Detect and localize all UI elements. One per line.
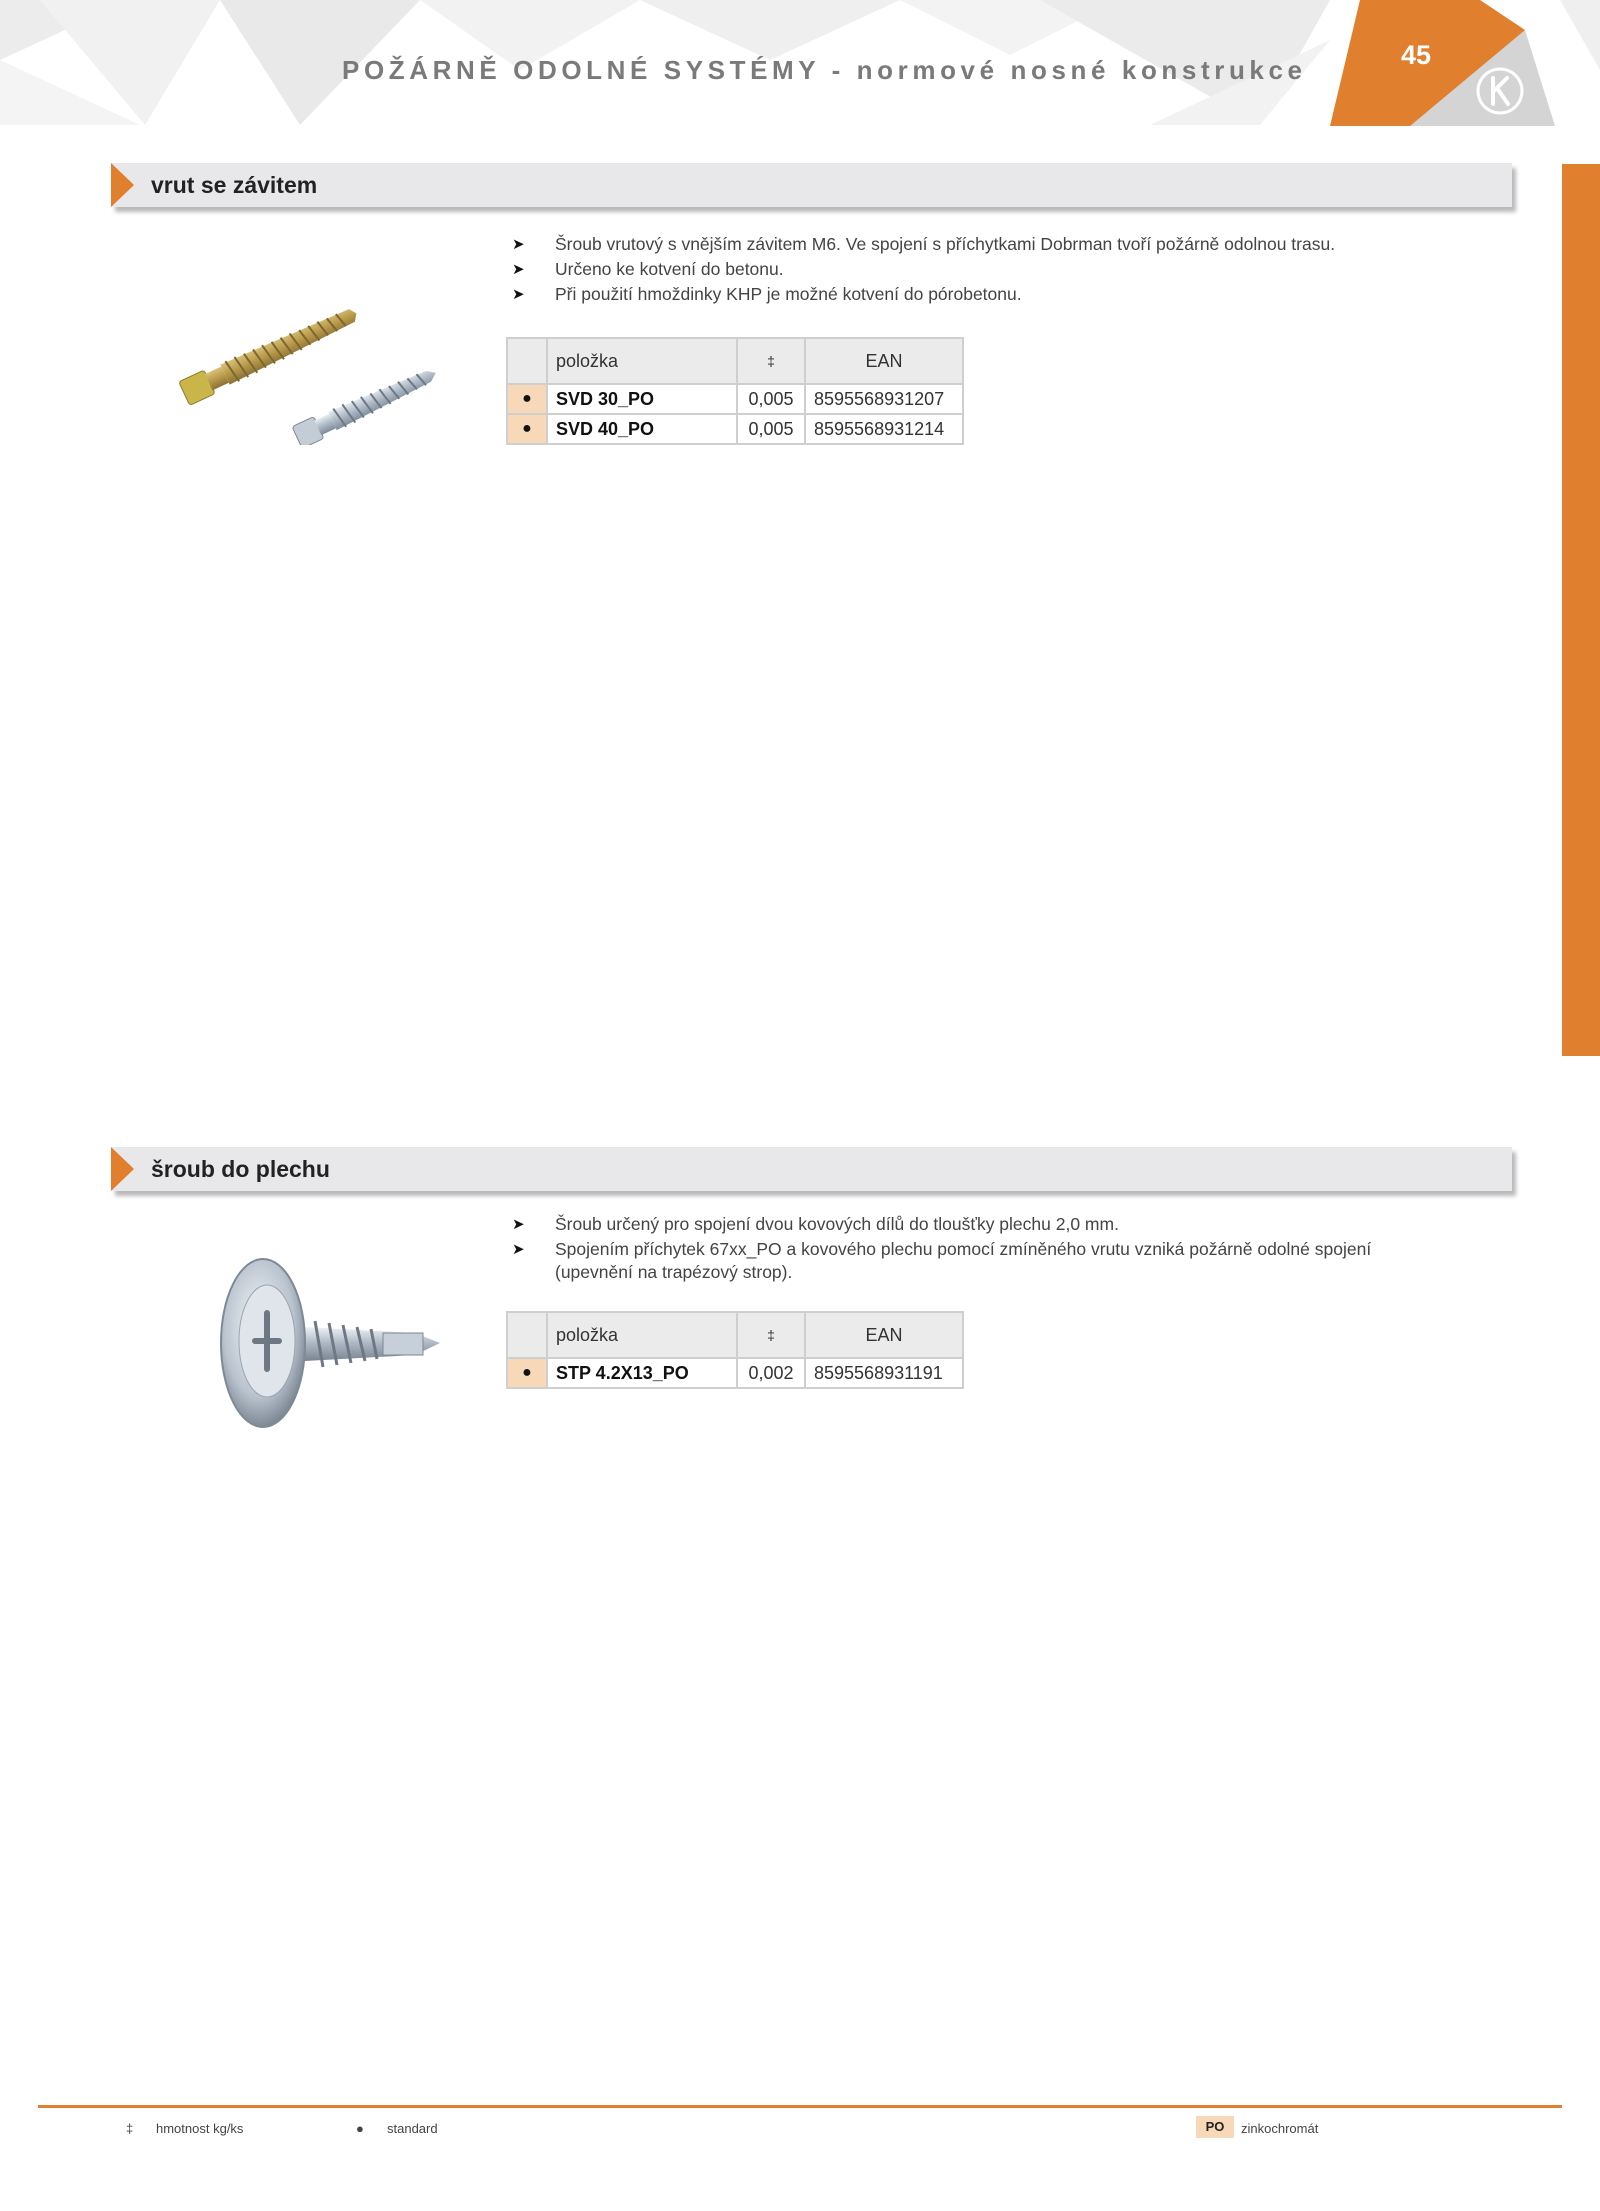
section-banner-sroub — [111, 1147, 1512, 1191]
banner-arrow-icon — [111, 163, 134, 207]
po-badge: PO — [1196, 2116, 1234, 2138]
bullet-list-sroub — [512, 1213, 1442, 1286]
item-ean: 8595568931191 — [805, 1358, 963, 1388]
item-weight: 0,005 — [737, 414, 805, 444]
standard-dot-icon: ● — [507, 414, 547, 444]
col-header-item: položka — [547, 1312, 737, 1358]
arrow-bullet-icon: ➤ — [512, 261, 525, 278]
footer-weight-label: hmotnost kg/ks — [156, 2121, 244, 2136]
section-title: vrut se závitem — [151, 172, 318, 198]
section-title: šroub do plechu — [151, 1156, 330, 1182]
item-ean: 8595568931214 — [805, 414, 963, 444]
item-weight: 0,002 — [737, 1358, 805, 1388]
sheet-metal-screw-image — [215, 1255, 450, 1435]
col-header-ean: EAN — [805, 1312, 963, 1358]
footer-po-label: zinkochromát — [1241, 2121, 1319, 2136]
item-code: STP 4.2X13_PO — [547, 1358, 737, 1388]
table-header-row — [507, 338, 963, 384]
standard-dot-icon: ● — [356, 2121, 364, 2136]
col-header-weight: ‡ — [737, 338, 805, 384]
k-circle-logo-icon — [1474, 65, 1526, 117]
arrow-bullet-icon: ➤ — [512, 286, 525, 303]
header-title: POŽÁRNĚ ODOLNÉ SYSTÉMY - normové nosné konstrukce — [342, 55, 1307, 85]
bullet-list-vrut — [512, 233, 1442, 308]
side-accent-bar — [1562, 164, 1600, 1056]
list-item: ➤ Šroub vrutový s vnějším závitem M6. Ve spojení s příchytkami Dobrman tvoří požárně odolnou trasu. — [512, 234, 1336, 254]
col-header-dot — [507, 1312, 547, 1358]
list-item: ➤ Při použití hmoždinky KHP je možné kotvení do pórobetonu. — [512, 284, 1022, 304]
list-item: ➤ Spojením příchytek 67xx_PO a kovového plechu pomocí zmíněného vrutu vzniká požárně odolné spojení (upevnění na trapézový strop). — [512, 1239, 1372, 1282]
product-table-vrut — [506, 337, 964, 445]
product-table-sroub — [506, 1311, 964, 1389]
item-code: SVD 40_PO — [547, 414, 737, 444]
list-item: ➤ Určeno ke kotvení do betonu. — [512, 259, 784, 279]
item-ean: 8595568931207 — [805, 384, 963, 414]
arrow-bullet-icon: ➤ — [512, 236, 525, 253]
item-weight: 0,005 — [737, 384, 805, 414]
section-banner-vrut — [111, 163, 1512, 207]
col-header-dot — [507, 338, 547, 384]
table-row — [507, 1358, 963, 1388]
list-item: ➤ Šroub určený pro spojení dvou kovových dílů do tloušťky plechu 2,0 mm. — [512, 1214, 1119, 1234]
page-number: 45 — [1400, 40, 1432, 70]
standard-dot-icon: ● — [507, 384, 547, 414]
col-header-weight: ‡ — [737, 1312, 805, 1358]
banner-arrow-icon — [111, 1147, 134, 1191]
table-row — [507, 384, 963, 414]
footer-divider — [38, 2105, 1562, 2108]
arrow-bullet-icon: ➤ — [512, 1216, 525, 1233]
standard-dot-icon: ● — [507, 1358, 547, 1388]
table-row — [507, 414, 963, 444]
arrow-bullet-icon: ➤ — [512, 1241, 525, 1258]
threaded-screws-image — [160, 285, 460, 445]
footer-standard-label: standard — [387, 2121, 438, 2136]
item-code: SVD 30_PO — [547, 384, 737, 414]
table-header-row — [507, 1312, 963, 1358]
col-header-ean: EAN — [805, 338, 963, 384]
weight-symbol-icon: ‡ — [126, 2121, 134, 2136]
col-header-item: položka — [547, 338, 737, 384]
